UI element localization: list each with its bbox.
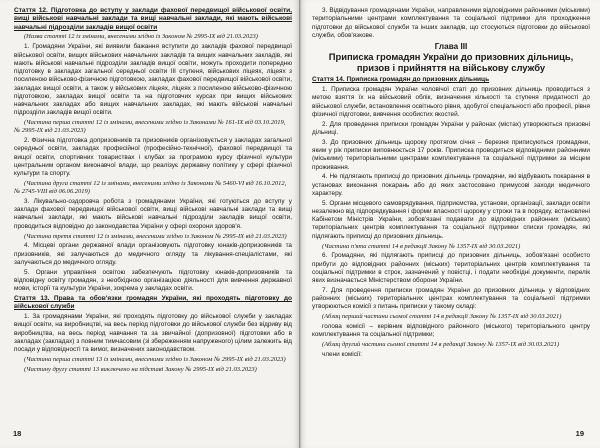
left-page-content	[14, 7, 292, 374]
amendment-note: (Частина п'ята статті 14 в редакції Закону № 1357-IX від 30.03.2021)	[322, 242, 521, 250]
paragraph: 4. Не підлягають приписці до призовних дільниць громадяни, які відбувають покарання в установах виконання покарань або до яких застосовано примусові заходи медичного характеру.	[312, 173, 590, 197]
paragraph: 5. Органи управління освітою забезпечують підготовку юнаків-допризовників та відповідну освіту громадян, з необхідною організацією діяльності для вивчення державної мови, історії та культури України, зокрема у закладах освіти.	[14, 268, 292, 293]
paragraph: 7. Для проведення приписки громадян України до призовних дільниць у відповідних районних (міських) територіальних центрах комплектування та соціальної підтримки утворюються комісії з питань приписки у такому складі:	[312, 286, 590, 311]
article-heading: Стаття 13. Права та обов'язки громадян України, які проходять підготовку до військової служби	[14, 295, 292, 311]
amendment-note: (Частину другу статті 13 виключено на підставі Закону № 2995-IX від 21.03.2023)	[24, 365, 257, 373]
paragraph: 2. Для проведення приписки громадян України у районах (містах) утворюються призовні дільниці.	[312, 120, 590, 136]
chapter-title: Приписка громадян України до призовних дільниць, призов і прийняття на військову службу	[328, 51, 574, 73]
paragraph: 5. Органи місцевого самоврядування, підприємства, установи, організації, заклади освіти незалежно від підпорядкування і форми власності щороку у строки та в порядку, встановлені Кабінетом Міністрів України, зобов'язані подавати до відповідних районних (міських) територіальних центрів комплектування та соціальної підтримки списки громадян, які підлягають приписці до призовних дільниць.	[312, 199, 590, 240]
right-page	[300, 0, 600, 448]
chapter-heading	[312, 42, 590, 73]
paragraph: члени комісії:	[322, 350, 362, 358]
page-number-left: 18	[13, 429, 22, 438]
article-heading: Стаття 14. Приписка громадян до призовних дільниць	[312, 76, 490, 84]
paragraph: 1. Приписка громадян України чоловічої статі до призовних дільниць проводиться з метою взяття їх на військовий облік, визначення кількості та ступеня придатності до військової служби, встановлення освітнього рівня, здобутої спеціальності або професії, рівня фізичної підготовки, вивчення особистих якостей.	[312, 86, 590, 118]
page-number-right: 19	[575, 429, 584, 438]
chapter-number: Глава III	[434, 42, 468, 51]
amendment-note: (Абзац перший частини сьомої статті 14 в редакції Закону № 1357-IX від 30.03.2021)	[322, 313, 562, 321]
paragraph: 6. Громадяни, які підлягають приписці до призовних дільниць, зобов'язані особисто прибути до відповідних районних (міських) територіальних центрів комплектування та соціальної підтримки в строк, зазначений у повістці, і подати необхідні документи, перелік яких визначається Міністерством оборони України.	[312, 252, 590, 285]
amendment-note: (Частина перша статті 12 із змінами, внесеними згідно із Законами № 161-IX від 03.10.2019, № 2995-IX від 21.03.2023)	[14, 119, 286, 135]
amendment-note: (Назва статті 12 із змінами, внесеними згідно із Законом № 2995-IX від 21.03.2023)	[24, 33, 258, 41]
paragraph: 3. Відвідування громадянами України, направленими відповідними районними (міськими) територіальними центрами комплектування та соціальної підтримки для проходження підготовки до військової служби та інших закладів, що стосуються підготовки до військової служби, обов'язкове.	[312, 7, 590, 39]
article-heading: Стаття 12. Підготовка до вступу у заклади фахової передвищої військової освіти, вищі військові навчальні заклади та вищі навчальні заклади, які мають військові навчальні підрозділи закладів вищої освіти	[14, 7, 292, 31]
amendment-note: (Частина третя статті 12 із змінами, внесеними згідно із Законом № 2995-IX від 21.03.2023)	[24, 232, 287, 240]
paragraph: 3. Лікувально-оздоровча робота з громадянами України, які готуються до вступу у заклади фахової передвищої військової освіти, вищі військові навчальні заклади та вищі навчальні заклади, які мають військові навчальні підрозділи закладів вищої освіти, проводиться відповідно до законодавства України у сфері охорони здоров'я.	[14, 197, 292, 230]
paragraph: 4. Місцеві органи державної влади організовують підготовку юнаків-допризовників та призовників, які залучаються до медичного огляду та лікування-спеціалістами, які залучаються до медичного огляду.	[14, 242, 292, 266]
paragraph: 3. До призовних дільниць щороку протягом січня – березня приписуються громадяни, яким у рік приписки виповнюється 17 років. Приписка проводиться відповідними районними (міськими) територіальними центрами комплектування та соціальної підтримки за місцем проживання.	[312, 138, 590, 171]
amendment-note: (Частина перша статті 13 із змінами, внесеними згідно із Законом № 2995-IX від 21.03.2023)	[24, 356, 286, 364]
paragraph: 2. Фізична підготовка допризовників та призовників організовується у закладах загальної середньої освіти, закладах професійної (професійно-технічної), фахової передвищої та вищої освіти, спортивних товариствах і клубах за програмою курсу фізичної культури центральним органом виконавчої влади, що реалізує державну політику у сфері фізичної культури та спорту.	[14, 137, 292, 178]
paragraph: голова комісії – керівник відповідного районного (міського) територіального центру комплектування та соціальної підтримки;	[312, 323, 590, 339]
amendment-note: (Частина друга статті 12 із змінами, внесеними згідно із Законами № 5460-VI від 16.10.2012, № 2745-VIII від 06.06.2019)	[14, 179, 287, 196]
paragraph: 1. За громадянами України, які проходять підготовку до військової служби у закладах вищої освіти, на виробництві, на весь період підготовки до військової служби без відриву від виробництва, на весь період навчання та за звичайної (допризовної) підготовки або в закладах (закладах) з повним тимчасовим (зі збереженням напруженого) цілим залежить від посади у відповідності та вимог, визначених законодавством.	[14, 313, 292, 354]
right-page-content-bottom	[312, 76, 590, 359]
book-gutter	[299, 0, 301, 448]
amendment-note: (Абзац другий частини сьомої статті 14 в редакції Закону № 1357-IX від 30.03.2021)	[322, 341, 560, 349]
right-page-content-top	[312, 7, 590, 40]
paragraph: 1. Громадяни України, які виявили бажання вступити до закладів фахової передвищої військової освіти, вищих військових навчальних закладів та вищих навчальних закладів, які мають військові навчальні підрозділи закладів вищої освіти, можуть проходити попередню підготовку в закладах загальної середньої освіти III ступеня, військових ліцеях, ліцеях з посиленою військово-фізичною підготовкою, закладах фахової передвищої військової освіти, закладах вищої освіти, а також у військових ліцеях, ліцеях з посиленою військово-фізичною підготовкою, закладах вищої освіти та на підготовчих курсах при вищих військових навчальних закладах або вищих навчальних закладах, які мають військові навчальні підрозділи закладів вищої освіти.	[14, 43, 292, 117]
